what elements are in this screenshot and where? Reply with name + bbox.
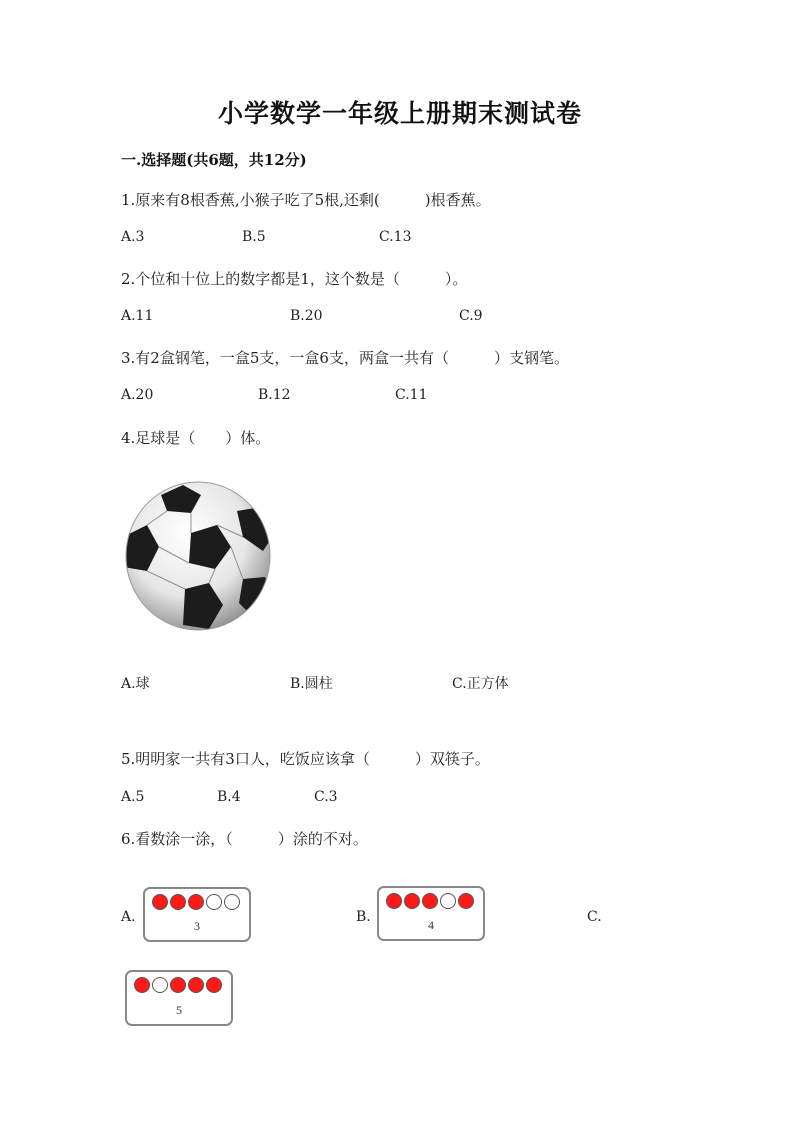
q6-option-a[interactable]: A. [121, 909, 136, 925]
q1-option-c[interactable]: C.13 [379, 229, 412, 245]
q5-option-c[interactable]: C.3 [314, 789, 338, 805]
q2-option-b[interactable]: B.20 [290, 308, 323, 324]
q4-option-c[interactable]: C.正方体 [452, 676, 509, 692]
q6-option-c[interactable]: C. [587, 909, 602, 925]
question-1: 1.原来有8根香蕉,小猴子吃了5根,还剩( )根香蕉。 [121, 191, 491, 209]
bead-card-b [377, 886, 485, 941]
red-bead [458, 893, 474, 909]
red-bead [386, 893, 402, 909]
page-title: 小学数学一年级上册期末测试卷 [217, 99, 582, 128]
bead-row [134, 977, 222, 993]
question-2: 2.个位和十位上的数字都是1，这个数是（ ）。 [121, 270, 468, 288]
bead-number: 3 [194, 919, 200, 933]
q1-option-a[interactable]: A.3 [121, 229, 145, 245]
white-bead [440, 893, 456, 909]
red-bead [152, 894, 168, 910]
red-bead [422, 893, 438, 909]
red-bead [170, 977, 186, 993]
q2-option-a[interactable]: A.11 [121, 308, 154, 324]
q4-option-a[interactable]: A.球 [121, 676, 150, 692]
white-bead [206, 894, 222, 910]
question-5: 5.明明家一共有3口人，吃饭应该拿（ ）双筷子。 [121, 750, 490, 768]
q2-option-c[interactable]: C.9 [459, 308, 483, 324]
red-bead [206, 977, 222, 993]
bead-card-a [143, 887, 251, 942]
soccer-ball-icon [125, 481, 271, 631]
q3-option-b[interactable]: B.12 [258, 387, 291, 403]
section-heading: 一.选择题(共6题，共12分) [121, 151, 307, 169]
q3-option-c[interactable]: C.11 [395, 387, 428, 403]
bead-number: 5 [176, 1003, 182, 1017]
red-bead [188, 894, 204, 910]
red-bead [404, 893, 420, 909]
q3-option-a[interactable]: A.20 [121, 387, 154, 403]
q6-option-b[interactable]: B. [356, 909, 371, 925]
bead-number: 4 [428, 918, 434, 932]
bead-row [386, 893, 474, 909]
red-bead [134, 977, 150, 993]
white-bead [152, 977, 168, 993]
question-3: 3.有2盒钢笔，一盒5支，一盒6支，两盒一共有（ ）支钢笔。 [121, 349, 569, 367]
q5-option-a[interactable]: A.5 [121, 789, 145, 805]
q4-option-b[interactable]: B.圆柱 [290, 676, 333, 692]
bead-row [152, 894, 240, 910]
red-bead [188, 977, 204, 993]
q1-option-b[interactable]: B.5 [242, 229, 266, 245]
q5-option-b[interactable]: B.4 [217, 789, 241, 805]
question-6: 6.看数涂一涂，（ ）涂的不对。 [121, 830, 368, 848]
white-bead [224, 894, 240, 910]
red-bead [170, 894, 186, 910]
question-4: 4.足球是（ ）体。 [121, 429, 271, 447]
bead-card-c [125, 970, 233, 1026]
